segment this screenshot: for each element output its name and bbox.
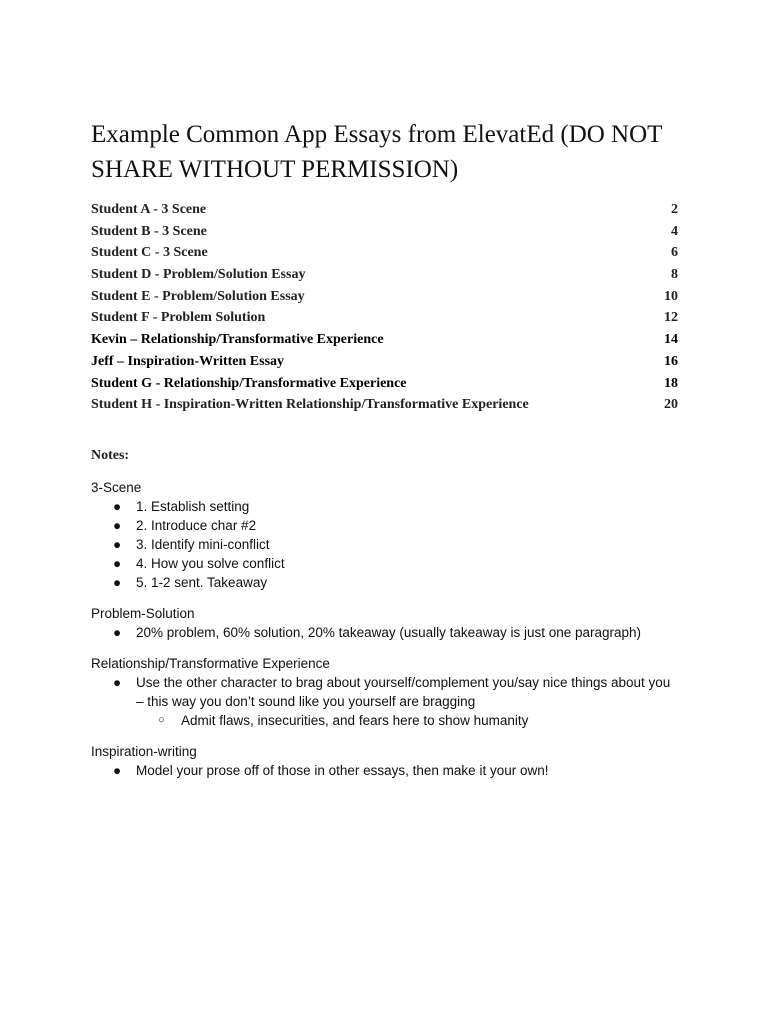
toc-entry-label: Student B - 3 Scene <box>91 223 207 239</box>
toc-entry-page: 20 <box>664 397 678 413</box>
toc-entry[interactable] <box>91 221 678 243</box>
toc-entry-page: 10 <box>664 288 678 304</box>
list-item <box>91 623 681 642</box>
toc-entry-page: 4 <box>671 223 678 239</box>
note-section-3-scene <box>91 478 681 592</box>
table-of-contents <box>91 199 678 416</box>
bullet-icon: ● <box>113 518 122 533</box>
list-item-text: 4. How you solve conflict <box>136 556 285 571</box>
note-section-title: Relationship/Transformative Experience <box>91 656 330 671</box>
notes-heading: Notes: <box>91 448 130 463</box>
notes-body <box>91 478 681 792</box>
list-item <box>91 535 681 554</box>
list-item-text: Model your prose off of those in other essays, then make it your own! <box>136 763 549 778</box>
toc-entry-label: Student D - Problem/Solution Essay <box>91 267 306 283</box>
note-section-relationship <box>91 654 681 730</box>
list-item <box>91 554 681 573</box>
bullet-icon: ● <box>113 675 122 690</box>
bullet-icon: ● <box>113 625 122 640</box>
note-section-title: Inspiration-writing <box>91 744 197 759</box>
toc-entry-page: 12 <box>664 310 678 326</box>
toc-entry[interactable] <box>91 373 678 395</box>
toc-entry-page: 2 <box>671 202 678 217</box>
toc-entry-page: 8 <box>671 267 678 283</box>
toc-entry-label: Student C - 3 Scene <box>91 245 208 261</box>
bullet-icon: ● <box>113 556 122 571</box>
list-item-text: 5. 1-2 sent. Takeaway <box>136 575 268 590</box>
bullet-icon: ● <box>113 575 122 590</box>
toc-entry[interactable] <box>91 329 678 351</box>
toc-entry-label: Jeff – Inspiration-Written Essay <box>91 353 285 369</box>
note-section-title: 3-Scene <box>91 480 142 495</box>
sub-list-item <box>91 711 681 730</box>
bullet-icon: ● <box>113 763 122 778</box>
bullet-icon: ● <box>113 499 122 514</box>
list-item <box>91 761 681 780</box>
list-item <box>91 516 681 535</box>
toc-entry-label: Student A - 3 Scene <box>91 202 207 217</box>
toc-entry-label: Student F - Problem Solution <box>91 310 266 326</box>
bullet-icon: ● <box>113 537 122 552</box>
toc-entry[interactable] <box>91 264 678 286</box>
toc-entry[interactable] <box>91 394 678 416</box>
toc-entry-page: 18 <box>664 375 678 391</box>
toc-entry[interactable] <box>91 286 678 308</box>
list-item <box>91 573 681 592</box>
toc-entry-label: Kevin – Relationship/Transformative Experience <box>91 332 384 348</box>
list-item-text: 1. Establish setting <box>136 499 250 514</box>
note-section-title: Problem-Solution <box>91 606 195 621</box>
toc-entry-page: 16 <box>664 353 678 369</box>
toc-entry-label: Student H - Inspiration-Written Relationship/Transformative Experience <box>91 397 529 413</box>
list-item-text: Use the other character to brag about yourself/complement you/say nice things about you – this way you don’t sound like you yourself are bragging <box>136 675 671 709</box>
list-item-text: 3. Identify mini-conflict <box>136 537 270 552</box>
toc-entry-label: Student G - Relationship/Transformative Experience <box>91 375 407 391</box>
toc-entry[interactable] <box>91 351 678 373</box>
document-title: Example Common App Essays from ElevatEd (DO NOT SHARE WITHOUT PERMISSION) <box>91 121 662 183</box>
toc-entry[interactable] <box>91 307 678 329</box>
hollow-bullet-icon: ○ <box>158 714 165 726</box>
toc-entry-page: 6 <box>671 245 678 261</box>
toc-entry[interactable] <box>91 242 678 264</box>
toc-entry-label: Student E - Problem/Solution Essay <box>91 288 305 304</box>
toc-entry[interactable] <box>91 199 678 221</box>
note-section-inspiration <box>91 742 681 780</box>
list-item-text: 20% problem, 60% solution, 20% takeaway (usually takeaway is just one paragraph) <box>136 625 642 640</box>
list-item <box>91 497 681 516</box>
sub-list-item-text: Admit flaws, insecurities, and fears here to show humanity <box>181 713 529 728</box>
list-item-text: 2. Introduce char #2 <box>136 518 257 533</box>
list-item <box>91 673 681 711</box>
note-section-problem-solution <box>91 604 681 642</box>
toc-entry-page: 14 <box>664 332 678 348</box>
